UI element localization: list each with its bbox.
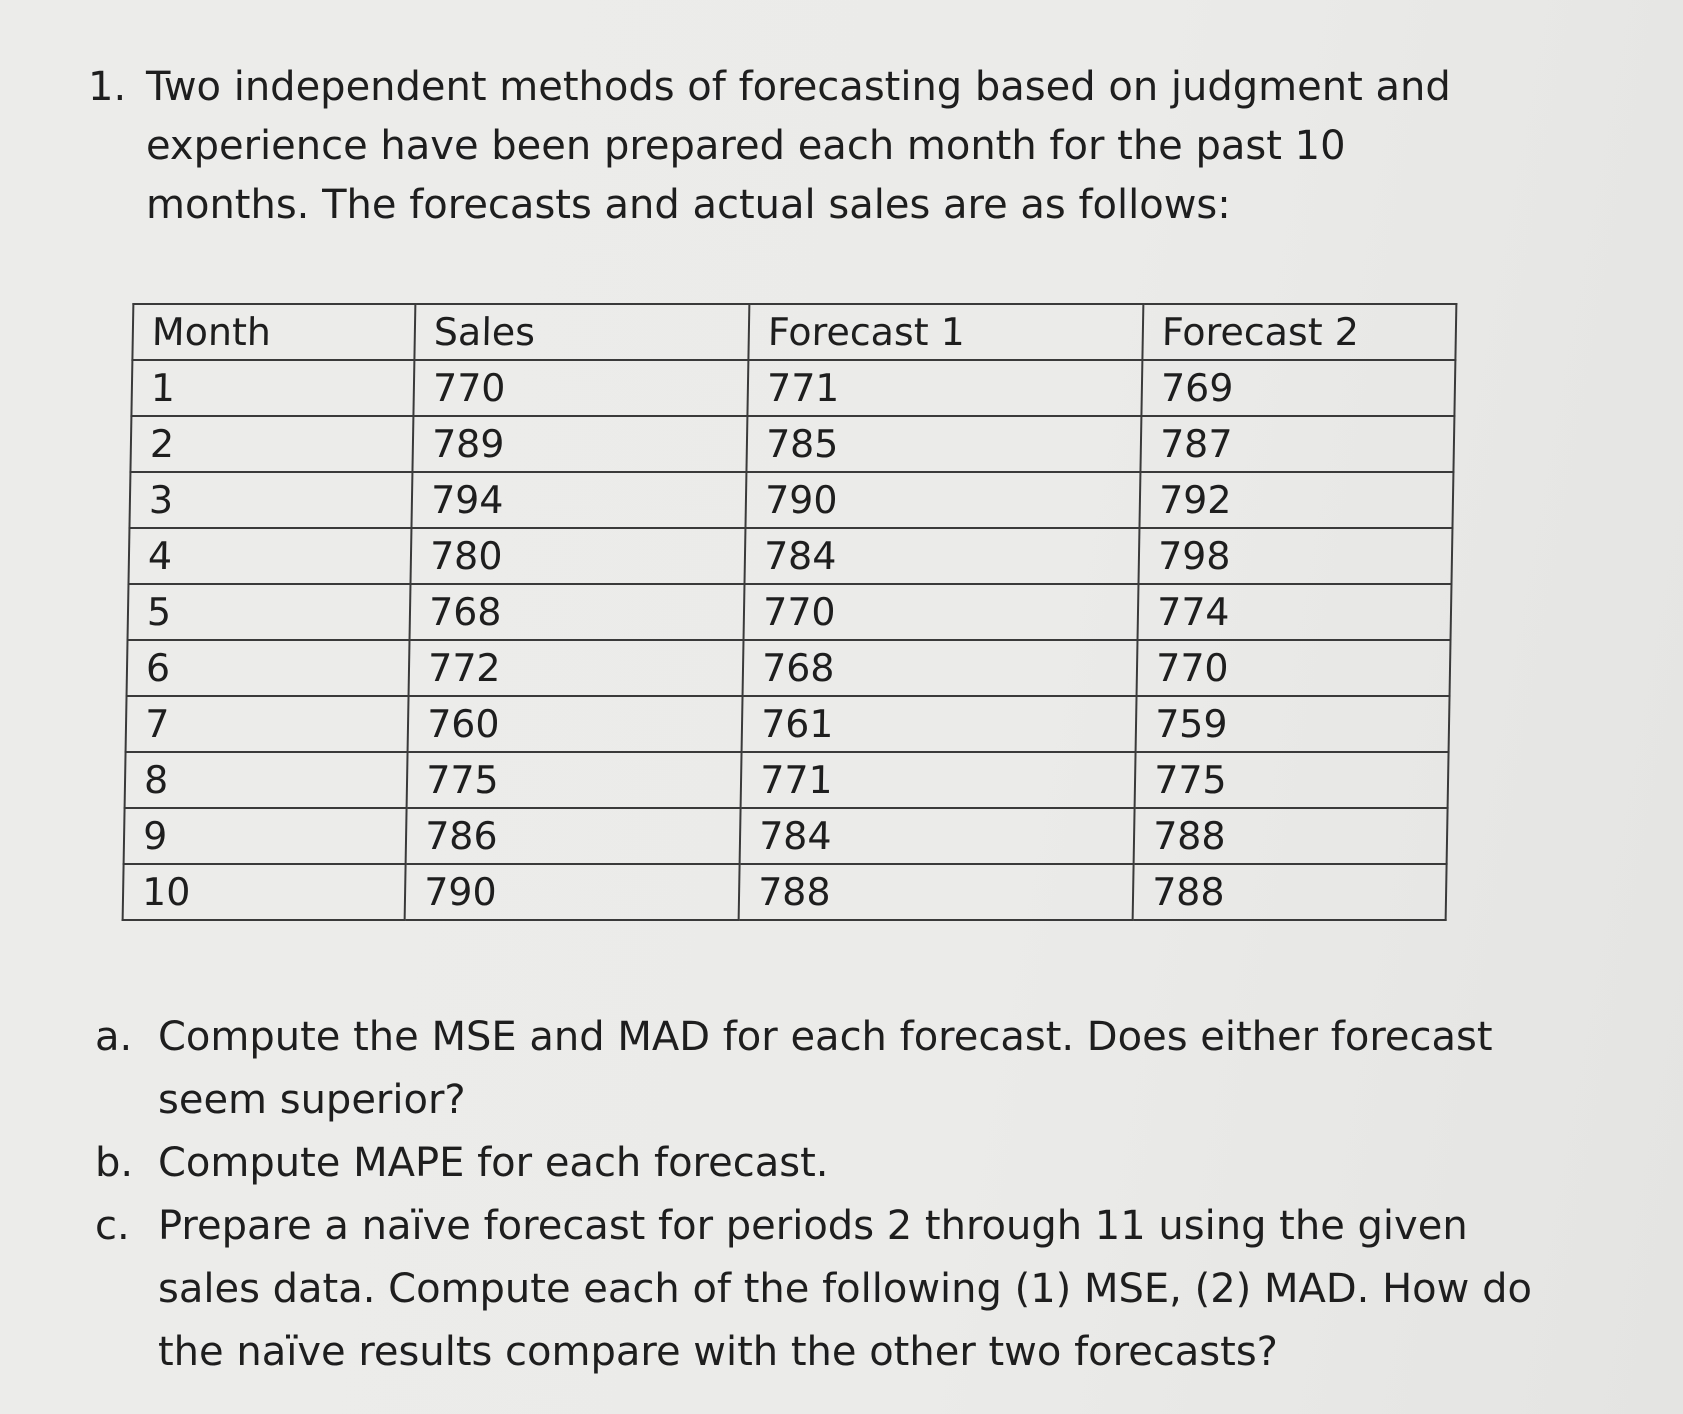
cell-sales: 768 (410, 584, 745, 640)
cell-month: 5 (128, 584, 411, 640)
cell-forecast-1: 788 (739, 864, 1134, 920)
table-row (128, 584, 1452, 640)
sales-forecast-table (122, 303, 1458, 921)
cell-forecast-2: 787 (1140, 416, 1454, 472)
table-row (131, 360, 1455, 416)
cell-month: 4 (128, 528, 411, 584)
cell-forecast-2: 775 (1135, 752, 1449, 808)
cell-sales: 789 (412, 416, 747, 472)
cell-sales: 760 (408, 696, 743, 752)
sub-question-text: Compute the MSE and MAD for each forecast. Does either forecast seem superior? (158, 1014, 1493, 1123)
header-forecast-2: Forecast 2 (1142, 304, 1456, 360)
cell-forecast-1: 790 (745, 472, 1140, 528)
cell-forecast-1: 785 (746, 416, 1141, 472)
table-row (126, 696, 1450, 752)
cell-sales: 775 (407, 752, 742, 808)
table-row (123, 864, 1447, 920)
sub-question-text: Compute MAPE for each forecast. (158, 1140, 829, 1186)
table-row (127, 640, 1451, 696)
cell-month: 7 (126, 696, 409, 752)
sub-question-letter: a. (95, 1014, 133, 1060)
cell-forecast-1: 784 (744, 528, 1139, 584)
cell-forecast-1: 768 (743, 640, 1138, 696)
cell-month: 10 (123, 864, 406, 920)
cell-forecast-2: 774 (1138, 584, 1452, 640)
cell-sales: 770 (413, 360, 748, 416)
table-header-row (132, 304, 1456, 360)
cell-forecast-2: 770 (1137, 640, 1451, 696)
cell-forecast-2: 788 (1134, 808, 1448, 864)
cell-forecast-1: 770 (744, 584, 1139, 640)
cell-forecast-1: 771 (741, 752, 1136, 808)
cell-month: 6 (127, 640, 410, 696)
question-text: Two independent methods of forecasting based on judgment and experience have been prepared each month for the past 10 months. The forecasts and actual sales are as follows: (146, 64, 1451, 228)
cell-forecast-2: 759 (1136, 696, 1450, 752)
sub-question-a (95, 1006, 1565, 1132)
cell-sales: 772 (409, 640, 744, 696)
table-row (128, 528, 1452, 584)
sub-question-text: Prepare a naïve forecast for periods 2 through 11 using the given sales data. Compute each of the following (1) MSE, (2) MAD. How do the naïve results compare with the other two forecasts? (158, 1203, 1532, 1375)
cell-sales: 794 (411, 472, 746, 528)
header-forecast-1: Forecast 1 (748, 304, 1143, 360)
cell-forecast-2: 798 (1138, 528, 1452, 584)
sub-question-letter: c. (95, 1203, 130, 1249)
cell-month: 8 (125, 752, 408, 808)
cell-month: 9 (124, 808, 407, 864)
header-month: Month (132, 304, 415, 360)
cell-forecast-2: 792 (1139, 472, 1453, 528)
sub-question-letter: b. (95, 1140, 134, 1186)
table-row (129, 472, 1453, 528)
question-number: 1. (88, 64, 127, 110)
cell-month: 1 (131, 360, 414, 416)
question-1 (88, 58, 1508, 235)
cell-month: 3 (129, 472, 412, 528)
cell-forecast-1: 784 (740, 808, 1135, 864)
cell-sales: 786 (406, 808, 741, 864)
cell-forecast-2: 788 (1133, 864, 1447, 920)
sub-questions (95, 1006, 1565, 1384)
sub-question-b (95, 1132, 1565, 1195)
header-sales: Sales (414, 304, 749, 360)
cell-month: 2 (130, 416, 413, 472)
table-row (124, 808, 1448, 864)
sub-question-c (95, 1195, 1565, 1384)
cell-forecast-1: 761 (742, 696, 1137, 752)
table-row (125, 752, 1449, 808)
cell-forecast-2: 769 (1141, 360, 1455, 416)
cell-sales: 790 (405, 864, 740, 920)
table-row (130, 416, 1454, 472)
cell-forecast-1: 771 (747, 360, 1142, 416)
cell-sales: 780 (410, 528, 745, 584)
